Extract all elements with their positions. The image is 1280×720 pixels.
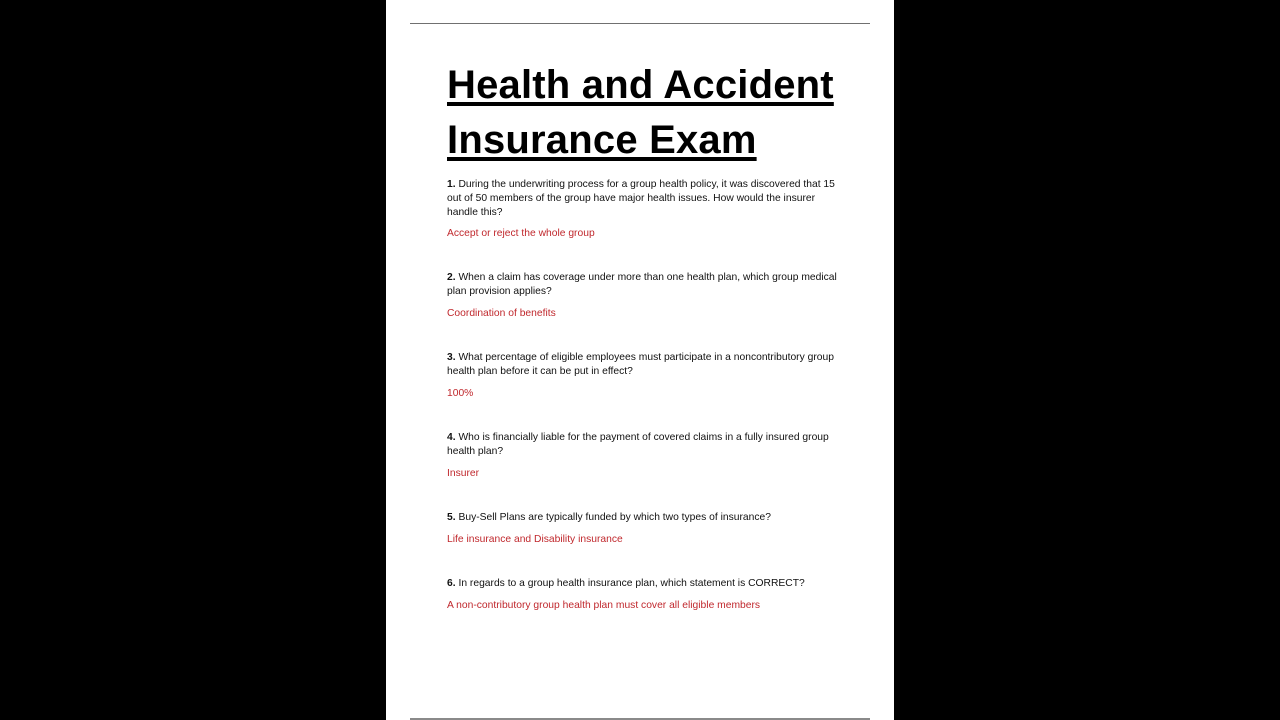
question-number: 5.: [447, 512, 456, 523]
question-block-1: [447, 178, 847, 241]
question-number: 2.: [447, 272, 456, 283]
question-text: [447, 271, 847, 299]
question-number: 3.: [447, 352, 456, 363]
document-page: [386, 0, 894, 720]
question-number: 4.: [447, 432, 456, 443]
question-block-6: [447, 577, 847, 613]
question-number: 6.: [447, 578, 456, 589]
question-block-2: [447, 271, 847, 320]
question-block-5: [447, 511, 847, 547]
page-title: Health and Accident Insurance Exam: [447, 63, 834, 162]
question-body: Who is financially liable for the payment of covered claims in a fully insured group health plan?: [447, 432, 829, 457]
question-block-4: [447, 431, 847, 480]
question-text: [447, 351, 847, 379]
answer-text: 100%: [447, 387, 474, 399]
answer-text: A non-contributory group health plan must cover all eligible members: [447, 599, 761, 611]
question-body: When a claim has coverage under more than one health plan, which group medical plan provision applies?: [447, 272, 837, 297]
header-rule: [410, 23, 870, 24]
answer-text: Life insurance and Disability insurance: [447, 533, 623, 545]
question-body: Buy-Sell Plans are typically funded by which two types of insurance?: [458, 512, 771, 523]
question-body: During the underwriting process for a group health policy, it was discovered that 15 out of 50 members of the group have major health issues. How would the insurer handle this?: [447, 179, 835, 218]
question-block-3: [447, 351, 847, 400]
answer-text: Coordination of benefits: [447, 307, 556, 319]
question-text: [447, 577, 847, 591]
question-text: [447, 178, 847, 219]
question-text: [447, 511, 847, 525]
question-text: [447, 431, 847, 459]
answer-text: Insurer: [447, 467, 480, 479]
question-body: In regards to a group health insurance plan, which statement is CORRECT?: [458, 578, 805, 589]
answer-text: Accept or reject the whole group: [447, 228, 595, 240]
question-body: What percentage of eligible employees must participate in a noncontributory group health plan before it can be put in effect?: [447, 352, 834, 377]
question-number: 1.: [447, 179, 456, 190]
